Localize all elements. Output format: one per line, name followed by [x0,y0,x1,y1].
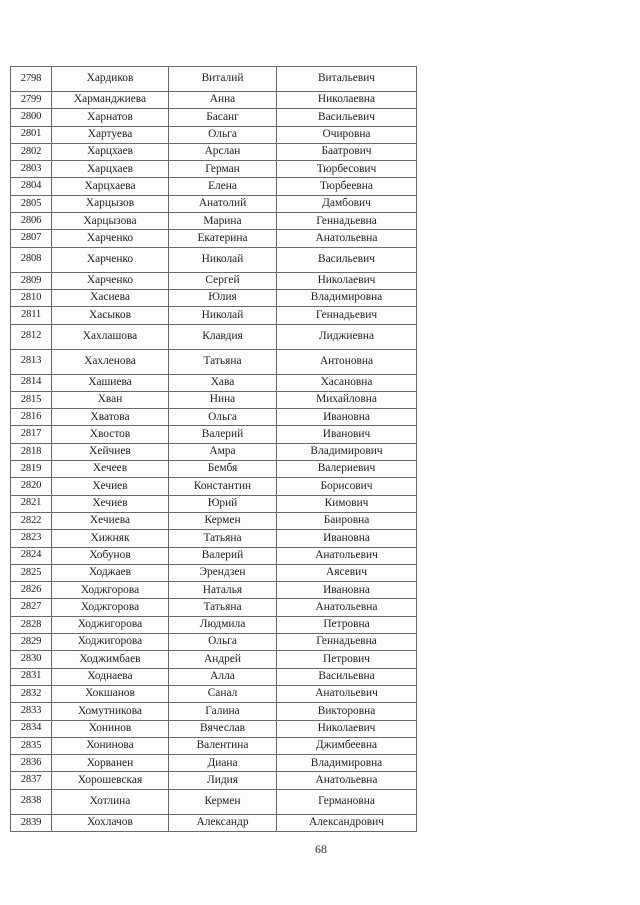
patronymic-cell: Николаевна [277,92,417,109]
patronymic-cell: Дамбович [277,195,417,212]
row-number-cell: 2826 [11,582,52,599]
patronymic-cell: Анатольевна [277,772,417,789]
table-row [11,685,417,702]
table-row [11,230,417,247]
row-number-cell: 2809 [11,272,52,289]
patronymic-cell: Валериевич [277,461,417,478]
patronymic-cell: Васильевич [277,109,417,126]
first-name-cell: Виталий [169,67,277,92]
table-row [11,349,417,374]
row-number-cell: 2821 [11,495,52,512]
row-number-cell: 2816 [11,409,52,426]
table-row [11,92,417,109]
surname-cell: Хечеев [52,461,169,478]
row-number-cell: 2815 [11,391,52,408]
surname-cell: Хобунов [52,547,169,564]
first-name-cell: Людмила [169,616,277,633]
row-number-cell: 2822 [11,512,52,529]
table-row [11,755,417,772]
table-row [11,272,417,289]
table-row [11,495,417,512]
row-number-cell: 2818 [11,443,52,460]
patronymic-cell: Антоновна [277,349,417,374]
surname-cell: Харцхаева [52,178,169,195]
patronymic-cell: Лиджиевна [277,324,417,349]
table-row [11,391,417,408]
surname-cell: Харцхаев [52,161,169,178]
first-name-cell: Вячеслав [169,720,277,737]
row-number-cell: 2823 [11,530,52,547]
surname-cell: Ходжаев [52,564,169,581]
row-number-cell: 2799 [11,92,52,109]
first-name-cell: Эрендзен [169,564,277,581]
surname-cell: Хашиева [52,374,169,391]
surname-cell: Хасыков [52,307,169,324]
patronymic-cell: Кимович [277,495,417,512]
table-row [11,703,417,720]
surname-cell: Харченко [52,230,169,247]
patronymic-cell: Очировна [277,126,417,143]
surname-cell: Хейчиев [52,443,169,460]
row-number-cell: 2825 [11,564,52,581]
row-number-cell: 2798 [11,67,52,92]
first-name-cell: Кермен [169,789,277,814]
surname-cell: Харцызова [52,213,169,230]
first-name-cell: Николай [169,247,277,272]
patronymic-cell: Анатольевич [277,685,417,702]
first-name-cell: Николай [169,307,277,324]
first-name-cell: Бембя [169,461,277,478]
first-name-cell: Александр [169,814,277,831]
first-name-cell: Герман [169,161,277,178]
row-number-cell: 2835 [11,737,52,754]
first-name-cell: Наталья [169,582,277,599]
surname-cell: Хардиков [52,67,169,92]
table-row [11,374,417,391]
first-name-cell: Татьяна [169,530,277,547]
first-name-cell: Галина [169,703,277,720]
surname-cell: Харцызов [52,195,169,212]
row-number-cell: 2817 [11,426,52,443]
row-number-cell: 2805 [11,195,52,212]
surname-cell: Хахлашова [52,324,169,349]
first-name-cell: Андрей [169,651,277,668]
row-number-cell: 2801 [11,126,52,143]
first-name-cell: Ольга [169,126,277,143]
row-number-cell: 2813 [11,349,52,374]
surname-cell: Ходжгорова [52,599,169,616]
table-row [11,512,417,529]
first-name-cell: Валентина [169,737,277,754]
patronymic-cell: Иванович [277,426,417,443]
surname-cell: Хокшанов [52,685,169,702]
table-row [11,720,417,737]
row-number-cell: 2837 [11,772,52,789]
patronymic-cell: Васильевич [277,247,417,272]
row-number-cell: 2820 [11,478,52,495]
surname-cell: Хорванен [52,755,169,772]
surname-cell: Хонинов [52,720,169,737]
surname-cell: Ходжигорова [52,616,169,633]
first-name-cell: Анна [169,92,277,109]
table-row [11,668,417,685]
first-name-cell: Диана [169,755,277,772]
patronymic-cell: Анатольевич [277,547,417,564]
first-name-cell: Басанг [169,109,277,126]
table-row [11,324,417,349]
surname-cell: Харманджиева [52,92,169,109]
patronymic-cell: Геннадьевич [277,307,417,324]
surname-cell: Хотлина [52,789,169,814]
surname-cell: Хонинова [52,737,169,754]
patronymic-cell: Борисович [277,478,417,495]
patronymic-cell: Михайловна [277,391,417,408]
table-row [11,789,417,814]
table-row [11,247,417,272]
patronymic-cell: Владимирович [277,443,417,460]
surname-cell: Хечиев [52,478,169,495]
patronymic-cell: Геннадьевна [277,213,417,230]
table-row [11,478,417,495]
surname-cell: Ходжигорова [52,634,169,651]
patronymic-cell: Ивановна [277,582,417,599]
table-row [11,126,417,143]
row-number-cell: 2819 [11,461,52,478]
row-number-cell: 2836 [11,755,52,772]
patronymic-cell: Ивановна [277,530,417,547]
first-name-cell: Ольга [169,634,277,651]
roster-table [10,66,417,832]
patronymic-cell: Хасановна [277,374,417,391]
table-row [11,289,417,306]
patronymic-cell: Тюрбеевна [277,178,417,195]
table-row [11,582,417,599]
first-name-cell: Татьяна [169,599,277,616]
row-number-cell: 2834 [11,720,52,737]
patronymic-cell: Васильевна [277,668,417,685]
row-number-cell: 2824 [11,547,52,564]
row-number-cell: 2829 [11,634,52,651]
table-row [11,109,417,126]
patronymic-cell: Геннадьевна [277,634,417,651]
table-row [11,634,417,651]
patronymic-cell: Викторовна [277,703,417,720]
patronymic-cell: Николаевич [277,720,417,737]
table-row [11,651,417,668]
first-name-cell: Екатерина [169,230,277,247]
surname-cell: Хван [52,391,169,408]
first-name-cell: Ольга [169,409,277,426]
row-number-cell: 2803 [11,161,52,178]
row-number-cell: 2830 [11,651,52,668]
surname-cell: Хечиева [52,512,169,529]
table-row [11,530,417,547]
patronymic-cell: Петрович [277,651,417,668]
row-number-cell: 2810 [11,289,52,306]
table-row [11,737,417,754]
first-name-cell: Валерий [169,426,277,443]
first-name-cell: Клавдия [169,324,277,349]
first-name-cell: Татьяна [169,349,277,374]
first-name-cell: Валерий [169,547,277,564]
first-name-cell: Елена [169,178,277,195]
first-name-cell: Лидия [169,772,277,789]
surname-cell: Хвостов [52,426,169,443]
table-row [11,564,417,581]
table-row [11,409,417,426]
patronymic-cell: Ивановна [277,409,417,426]
row-number-cell: 2811 [11,307,52,324]
surname-cell: Ходжимбаев [52,651,169,668]
table-row [11,616,417,633]
table-row [11,772,417,789]
table-row [11,213,417,230]
patronymic-cell: Владимировна [277,755,417,772]
patronymic-cell: Александрович [277,814,417,831]
table-row [11,461,417,478]
row-number-cell: 2804 [11,178,52,195]
table-row [11,814,417,831]
surname-cell: Ходнаева [52,668,169,685]
patronymic-cell: Николаевич [277,272,417,289]
patronymic-cell: Джимбеевна [277,737,417,754]
patronymic-cell: Тюрбесович [277,161,417,178]
patronymic-cell: Баатрович [277,143,417,160]
surname-cell: Хахленова [52,349,169,374]
table-row [11,67,417,92]
table-row [11,307,417,324]
surname-cell: Хомутникова [52,703,169,720]
patronymic-cell: Петровна [277,616,417,633]
first-name-cell: Санал [169,685,277,702]
patronymic-cell: Анатольевна [277,230,417,247]
table-row [11,547,417,564]
surname-cell: Харченко [52,272,169,289]
row-number-cell: 2832 [11,685,52,702]
row-number-cell: 2808 [11,247,52,272]
first-name-cell: Алла [169,668,277,685]
table-row [11,161,417,178]
surname-cell: Хорошевская [52,772,169,789]
first-name-cell: Нина [169,391,277,408]
patronymic-cell: Владимировна [277,289,417,306]
row-number-cell: 2828 [11,616,52,633]
first-name-cell: Сергей [169,272,277,289]
table-row [11,443,417,460]
table-row [11,426,417,443]
first-name-cell: Константин [169,478,277,495]
patronymic-cell: Аясевич [277,564,417,581]
row-number-cell: 2800 [11,109,52,126]
surname-cell: Харнатов [52,109,169,126]
first-name-cell: Кермен [169,512,277,529]
patronymic-cell: Германовна [277,789,417,814]
first-name-cell: Юлия [169,289,277,306]
row-number-cell: 2802 [11,143,52,160]
surname-cell: Хасиева [52,289,169,306]
surname-cell: Хватова [52,409,169,426]
surname-cell: Ходжгорова [52,582,169,599]
row-number-cell: 2806 [11,213,52,230]
first-name-cell: Юрий [169,495,277,512]
row-number-cell: 2838 [11,789,52,814]
row-number-cell: 2814 [11,374,52,391]
surname-cell: Харченко [52,247,169,272]
surname-cell: Хижняк [52,530,169,547]
surname-cell: Хохлачов [52,814,169,831]
patronymic-cell: Витальевич [277,67,417,92]
patronymic-cell: Анатольевна [277,599,417,616]
row-number-cell: 2831 [11,668,52,685]
surname-cell: Харцхаев [52,143,169,160]
first-name-cell: Амра [169,443,277,460]
roster-table-body [11,67,417,832]
first-name-cell: Хава [169,374,277,391]
first-name-cell: Анатолий [169,195,277,212]
first-name-cell: Арслан [169,143,277,160]
row-number-cell: 2827 [11,599,52,616]
table-row [11,143,417,160]
patronymic-cell: Баировна [277,512,417,529]
table-row [11,178,417,195]
surname-cell: Хартуева [52,126,169,143]
row-number-cell: 2839 [11,814,52,831]
row-number-cell: 2807 [11,230,52,247]
table-row [11,195,417,212]
row-number-cell: 2812 [11,324,52,349]
page-number: 68 [315,842,327,856]
table-row [11,599,417,616]
first-name-cell: Марина [169,213,277,230]
row-number-cell: 2833 [11,703,52,720]
surname-cell: Хечиев [52,495,169,512]
